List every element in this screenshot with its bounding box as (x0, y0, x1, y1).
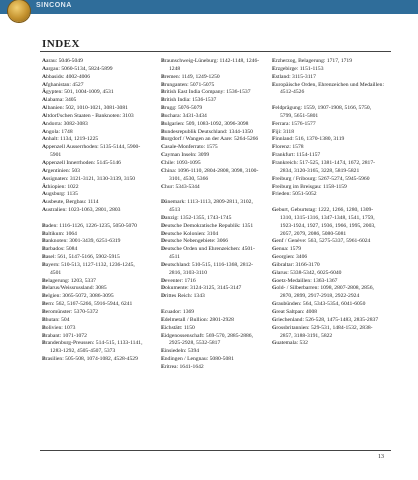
entry-text: Brasilien: 505-508, 1074-1082, 4528-4529 (42, 356, 138, 363)
index-entry (272, 270, 384, 278)
entry-initial: B (161, 136, 165, 143)
entry-initial: B (42, 301, 46, 308)
index-entry (42, 340, 146, 356)
entry-initial: B (42, 340, 46, 347)
entry-text: Anhalt: 1134, 1219-1225 (42, 136, 99, 143)
entry-text: Baltikum: 1064 (42, 230, 77, 237)
index-entry (161, 152, 265, 160)
index-entry (42, 89, 146, 97)
entry-text: Albanien: 502, 1010-1021, 3081-3081 (42, 105, 128, 112)
index-entry (161, 113, 265, 121)
entry-initial: D (161, 277, 166, 284)
index-entry (42, 231, 146, 239)
index-entry (42, 66, 146, 74)
entry-text: Genua: 1579 (272, 246, 302, 253)
entry-initial: D (161, 214, 166, 221)
entry-initial: F (272, 183, 276, 190)
entry-text: Casale-Monferrato: 1575 (161, 144, 218, 151)
entry-initial: Ä (42, 89, 47, 96)
entry-initial: E (161, 356, 165, 363)
index-entry (161, 325, 265, 333)
index-entry (161, 144, 265, 152)
index-entry (272, 136, 384, 144)
entry-initial: E (161, 316, 165, 323)
index-entry (272, 121, 384, 129)
entry-text: Freiburg im Breisgau: 1158-1159 (272, 183, 347, 190)
index-entry (272, 191, 384, 199)
index-entry (161, 285, 265, 293)
entry-text: Grossbritannien: 529-531, 1484-1532, 2838-2857, 3188-3191, 5822 (272, 324, 373, 339)
index-entry (42, 317, 146, 325)
index-entry (272, 82, 384, 98)
index-entry (42, 160, 146, 168)
entry-initial: F (272, 144, 276, 151)
entry-text: Goetz-Medaillen: 1363-1367 (272, 277, 338, 284)
index-entry (161, 333, 265, 349)
index-entry (42, 293, 146, 301)
index-entry (161, 356, 265, 364)
index-entry (272, 58, 384, 66)
entry-text: Einsiedeln: 5394 (161, 348, 200, 355)
index-entry (272, 207, 384, 238)
page-title: INDEX (42, 38, 80, 50)
entry-text: Bremen: 1149, 1249-1250 (161, 73, 220, 80)
entry-initial: D (161, 222, 166, 229)
entry-text: Brandenburg-Preussen: 514-515, 1133-1141, 1283-1292, 4505-4507, 5373 (42, 340, 143, 355)
entry-initial: A (42, 81, 47, 88)
index-entry (42, 254, 146, 262)
entry-text: Belarus/Weissrussland: 3085 (42, 285, 107, 292)
entry-text: Angola: 1748 (42, 128, 73, 135)
entry-initial: B (42, 285, 46, 292)
entry-text: Danzig: 1352-1355, 1743-1745 (161, 214, 232, 221)
index-entry (42, 246, 146, 254)
entry-initial: B (42, 222, 46, 229)
entry-initial: E (272, 58, 276, 64)
entry-text: Ausbeute, Bergbau: 1114 (42, 199, 99, 206)
entry-initial: G (272, 316, 277, 323)
entry-initial: D (161, 199, 166, 206)
entry-text: Graubünden: 564, 5343-5354, 6041-6050 (272, 301, 366, 308)
entry-text: Florenz: 1578 (272, 144, 304, 151)
index-entry (42, 144, 146, 160)
entry-initial: A (42, 105, 47, 112)
entry-initial: G (272, 301, 277, 308)
index-entry (161, 246, 265, 262)
entry-initial: B (161, 128, 165, 135)
entry-text: Barbados: 5084 (42, 246, 78, 253)
index-entry (272, 176, 384, 184)
entry-initial: D (161, 285, 166, 292)
entry-initial: F (272, 191, 276, 198)
entry-initial: E (161, 332, 165, 339)
index-entry (42, 301, 146, 309)
index-entry (42, 285, 146, 293)
entry-text: Afghanistan: 4527 (42, 81, 84, 88)
index-entry (42, 333, 146, 341)
index-entry (161, 262, 265, 278)
entry-initial: G (272, 324, 277, 331)
entry-text: Eritrea: 1641-1642 (161, 363, 204, 370)
entry-initial: G (272, 254, 277, 261)
entry-text: Aarau: 5046-5049 (42, 58, 83, 64)
entry-text: Aargau: 5060-5134, 5824-5899 (42, 65, 113, 72)
index-entry (42, 168, 146, 176)
entry-text: Alabama: 3405 (42, 97, 77, 104)
entry-text: Griechenland: 526-528, 1475-1483, 2835-2837 (272, 316, 379, 323)
entry-text: Finnland: 516, 1370-1380, 3119 (272, 136, 345, 143)
entry-initial: F (272, 120, 276, 127)
entry-initial: G (272, 277, 277, 284)
index-entry (272, 152, 384, 160)
entry-initial: A (42, 97, 47, 104)
entry-text: Burgdorf / Wangen an der Aare: 5264-5266 (161, 136, 259, 143)
entry-initial: A (42, 207, 47, 214)
entry-text: Brabant: 1071-1072 (42, 332, 87, 339)
entry-text: Altdorf/schen Staaten - Banknoten: 3103 (42, 112, 134, 119)
entry-initial: B (161, 105, 165, 112)
entry-text: Geburt, Geburtstag: 1222, 1266, 1280, 1309-1310, 1315-1316, 1347-1348, 1541, 1759, 1923-1924, 1927, 1936, 1966, 1995, 2003, 2057, 2079, 2086, 5080-5081 (272, 207, 376, 237)
entry-initial: A (42, 199, 47, 206)
entry-text: Edelmetall / Bullion: 2801-2928 (161, 316, 234, 323)
entry-initial: B (161, 120, 165, 127)
index-entry (272, 340, 384, 348)
entry-initial: B (161, 81, 165, 88)
entry-text: Banknoten: 3001-3439, 6251-6319 (42, 238, 121, 245)
entry-initial: B (42, 293, 46, 300)
entry-text: Fiji: 3118 (272, 128, 295, 135)
entry-initial: Ä (42, 183, 47, 190)
entry-text: Genf / Genève: 563, 5275-5337, 5961-6024 (272, 238, 371, 245)
entry-text: Argentinien: 503 (42, 167, 80, 174)
entry-initial: A (42, 159, 47, 166)
entry-text: Europäische Orden, Ehrenzeichen und Medaillen: 4512-4526 (272, 81, 384, 96)
index-entry (42, 121, 146, 129)
entry-initial: F (272, 175, 276, 182)
entry-initial: F (272, 128, 276, 135)
index-entry (161, 74, 265, 82)
entry-text: Australien: 1023-1063, 2801, 2803 (42, 207, 121, 214)
index-entry (42, 105, 146, 113)
entry-initial: A (42, 73, 47, 80)
entry-initial: D (161, 238, 166, 245)
entry-text: Bolivien: 1073 (42, 324, 76, 331)
entry-text: Buchara: 3431-3434 (161, 112, 207, 119)
entry-text: British East India Company: 1536-1537 (161, 89, 251, 96)
entry-text: Brunganten: 5071-5075 (161, 81, 215, 88)
index-entry (161, 58, 265, 74)
entry-initial: B (42, 261, 46, 268)
index-column-3 (272, 58, 384, 348)
index-entry (272, 184, 384, 192)
entry-initial: D (161, 293, 166, 300)
index-entry (42, 325, 146, 333)
entry-text: Augsburg: 1135 (42, 191, 78, 198)
index-entry (42, 129, 146, 137)
entry-initial: B (161, 112, 165, 119)
entry-initial: B (42, 246, 46, 253)
entry-initial: B (161, 73, 165, 80)
index-entry (161, 231, 265, 239)
entry-text: Deutsche Demokratische Republik: 1351 (161, 222, 254, 229)
entry-initial: G (272, 261, 277, 268)
entry-initial: B (42, 356, 46, 363)
index-entry (42, 58, 146, 66)
entry-text: Belgien: 3065-5072, 3086-3095 (42, 293, 114, 300)
index-entry (272, 301, 384, 309)
entry-initial: A (42, 167, 47, 174)
entry-initial: B (42, 332, 46, 339)
index-column-1 (42, 58, 146, 364)
top-divider (40, 51, 391, 52)
index-entry (161, 89, 265, 97)
entry-initial: E (272, 73, 276, 80)
entry-initial: E (161, 309, 165, 315)
entry-text: Bern: 562, 5167-5266, 5916-5944, 6241 (42, 301, 133, 308)
entry-text: Andorra: 3082-3083 (42, 120, 88, 127)
entry-text: Gold- / Silberbarren: 1098, 2807-2808, 2856, 2870, 2899, 2917-2918, 2922-2924 (272, 285, 374, 300)
entry-text: Braunschweig-Lüneburg: 1142-1148, 1246-1248 (161, 58, 260, 72)
entry-initial: B (42, 316, 46, 323)
index-entry (272, 325, 384, 341)
entry-initial: C (161, 152, 166, 159)
entry-initial: D (161, 230, 166, 237)
index-entry (272, 238, 384, 246)
index-entry (272, 105, 384, 121)
index-entry (272, 66, 384, 74)
entry-text: Erzherzog, Belagerung: 1717, 1719 (272, 58, 353, 64)
index-entry (42, 136, 146, 144)
index-entry (42, 238, 146, 246)
entry-text: China: 1096-1110, 2804-2808, 3098, 3100-3101, 4530, 5366 (161, 167, 259, 182)
entry-text: Drittes Reich: 1343 (161, 293, 205, 300)
entry-initial: A (42, 191, 47, 198)
entry-initial: F (272, 159, 276, 166)
entry-text: Erzgebirge: 1151-1153 (272, 65, 324, 72)
entry-initial: B (42, 309, 46, 315)
index-entry (161, 223, 265, 231)
entry-text: Eichstätt: 1150 (161, 324, 195, 331)
page-number: 13 (378, 454, 384, 460)
entry-initial: E (161, 348, 165, 355)
entry-initial: F (272, 152, 276, 159)
index-entry (161, 364, 265, 372)
entry-initial: B (161, 58, 165, 64)
entry-initial: E (161, 324, 165, 331)
index-entry (161, 278, 265, 286)
index-entry (42, 191, 146, 199)
index-entry (42, 262, 146, 278)
entry-text: Frankreich: 517-525, 1381-1474, 1672, 2817-2834, 3120-3165, 3228, 5819-5821 (272, 159, 376, 174)
index-entry (42, 176, 146, 184)
entry-initial: A (42, 128, 47, 135)
index-entry (42, 74, 146, 82)
entry-text: Deutsche Orden und Ehrenzeichen: 4501-4511 (161, 246, 255, 261)
index-entry (161, 309, 265, 317)
entry-initial: E (272, 81, 276, 88)
index-entry (272, 278, 384, 286)
entry-initial: A (42, 175, 47, 182)
entry-text: Estland: 3115-3117 (272, 73, 316, 80)
entry-text: Chile: 1093-1095 (161, 159, 201, 166)
entry-initial: F (272, 136, 276, 143)
index-column-2 (161, 58, 265, 372)
entry-text: Beromünster: 5370-5372 (42, 309, 99, 315)
index-entry (161, 293, 265, 301)
entry-initial: C (161, 159, 166, 166)
entry-initial: C (161, 167, 166, 174)
entry-text: Bayern: 510-513, 1127-1132, 1236-1245, 4501 (42, 261, 135, 276)
index-entry (161, 82, 265, 90)
entry-initial: C (161, 183, 166, 190)
entry-initial: A (42, 112, 47, 119)
entry-text: Ferrara: 1576-1577 (272, 120, 316, 127)
entry-initial: G (272, 285, 277, 292)
index-entry (161, 215, 265, 223)
entry-text: Ägypten: 501, 1004-1009, 4531 (42, 89, 114, 96)
entry-text: Deventer: 1716 (161, 277, 196, 284)
brand-name: SINCONA (36, 2, 72, 9)
entry-text: British India: 1536-1537 (161, 97, 217, 104)
entry-text: Bhutan: 504 (42, 316, 70, 323)
index-entry (42, 199, 146, 207)
index-entry (161, 168, 265, 184)
entry-text: Appenzell Innerrhoden: 5145-5146 (42, 159, 121, 166)
entry-text: Deutsche Kolonien: 3104 (161, 230, 219, 237)
entry-text: Brugg: 5076-5079 (161, 105, 203, 112)
entry-text: Bundesrepublik Deutschland: 1344-1350 (161, 128, 253, 135)
index-entry (272, 262, 384, 270)
entry-text: Cayman Inseln: 3099 (161, 152, 210, 159)
index-entry (161, 184, 265, 192)
index-entry (161, 97, 265, 105)
entry-initial: B (42, 254, 46, 261)
entry-text: Bulgarien: 509, 1083-1092, 3096-3098 (161, 120, 249, 127)
entry-text: Frankfurt: 1154-1157 (272, 152, 321, 159)
entry-initial: B (161, 89, 165, 96)
entry-text: Freiburg / Fribourg: 5267-5274, 5945-5960 (272, 175, 370, 182)
index-entry (161, 160, 265, 168)
entry-initial: B (42, 324, 46, 331)
index-entry (42, 223, 146, 231)
index-entry (272, 160, 384, 176)
bottom-divider (40, 450, 391, 451)
index-entry (42, 309, 146, 317)
entry-text: Deutschland: 510-515, 1116-1368, 2812-2816, 3103-3110 (161, 261, 254, 276)
index-entry (272, 254, 384, 262)
entry-initial: F (272, 105, 276, 112)
entry-initial: B (42, 277, 46, 284)
index-entry (42, 207, 146, 215)
index-entry (42, 97, 146, 105)
coin-logo-icon (8, 0, 30, 22)
entry-initial: A (42, 144, 47, 151)
index-entry (161, 121, 265, 129)
index-entry (272, 74, 384, 82)
entry-text: Glarus: 5338-5342, 6025-6040 (272, 269, 342, 276)
entry-initial: C (161, 144, 166, 151)
entry-text: Endingen / Lengnau: 5080-5081 (161, 356, 234, 363)
entry-initial: G (272, 269, 277, 276)
entry-text: Chur: 5343-5344 (161, 183, 200, 190)
index-entry (161, 238, 265, 246)
entry-text: Georgien: 3406 (272, 254, 308, 261)
index-entry (42, 113, 146, 121)
entry-text: Appenzell Ausserrhoden: 5135-5144, 5900-5901 (42, 144, 141, 159)
entry-text: Guatemala: 532 (272, 340, 308, 347)
entry-text: Deutsche Nebengebiete: 3066 (161, 238, 229, 245)
entry-initial: B (42, 238, 46, 245)
index-entry (161, 348, 265, 356)
index-entry (42, 278, 146, 286)
entry-initial: A (42, 58, 47, 64)
entry-text: Abbasids: 4002-4006 (42, 73, 91, 80)
entry-initial: A (42, 120, 47, 127)
index-entry (42, 184, 146, 192)
entry-initial: E (272, 65, 276, 72)
entry-text: Äthiopien: 1022 (42, 183, 79, 190)
entry-text: Gibraltar: 3166-3170 (272, 261, 320, 268)
entry-text: Baden: 1116-1126, 1226-1235, 5050-5070 (42, 222, 137, 229)
index-entry (272, 317, 384, 325)
index-entry (272, 309, 384, 317)
entry-initial: G (272, 207, 277, 214)
entry-text: Basel: 561, 5147-5166, 5902-5915 (42, 254, 120, 261)
entry-text: Ecuador: 1369 (161, 309, 195, 315)
index-entry (161, 199, 265, 215)
entry-text: Belagerung: 1203, 5337 (42, 277, 96, 284)
index-entry (272, 285, 384, 301)
entry-initial: B (161, 97, 165, 104)
entry-text: Dänemark: 1113-1113, 2809-2811, 3102, 4513 (161, 199, 253, 214)
index-entry (272, 129, 384, 137)
entry-initial: G (272, 238, 277, 245)
entry-text: Dokumente: 3124-3125, 3145-3147 (161, 285, 242, 292)
entry-text: Eidgenossenschaft: 569-570, 2885-2886, 2925-2928, 5532-5817 (161, 332, 253, 347)
entry-initial: D (161, 261, 166, 268)
entry-initial: G (272, 309, 277, 315)
entry-text: Assignaten: 3121-3121, 3130-3139, 3150 (42, 175, 136, 182)
entry-initial: A (42, 65, 47, 72)
index-entry (161, 105, 265, 113)
entry-initial: B (42, 230, 46, 237)
entry-initial: A (42, 136, 47, 143)
entry-initial: D (161, 246, 166, 253)
index-entry (42, 356, 146, 364)
index-entry (272, 246, 384, 254)
entry-initial: G (272, 340, 277, 347)
entry-text: Frieden: 5051-5052 (272, 191, 317, 198)
index-entry (272, 144, 384, 152)
entry-text: Great Saltpan: 4008 (272, 309, 318, 315)
entry-text: Feldprägung: 1559, 1907-1908, 5166, 5750, 5799, 5651-5801 (272, 105, 372, 119)
index-entry (161, 317, 265, 325)
entry-initial: E (161, 363, 165, 370)
entry-initial: G (272, 246, 277, 253)
